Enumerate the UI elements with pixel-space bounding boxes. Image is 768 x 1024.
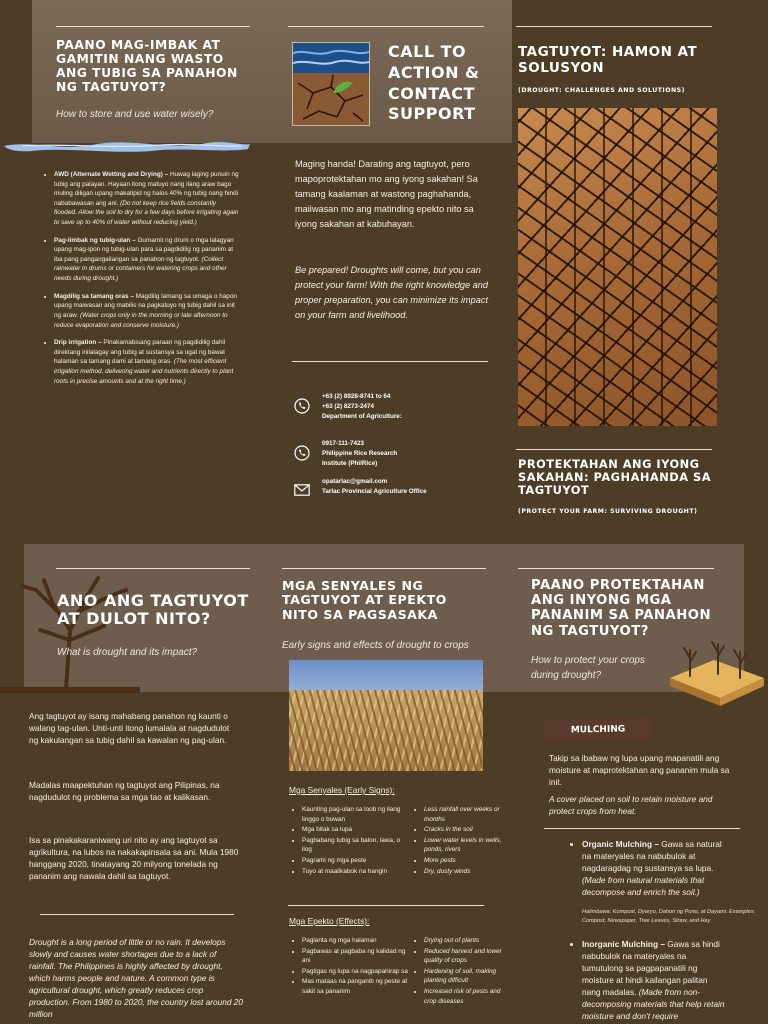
sign-item: • Tuyo at maalikabok na hangin [302, 867, 410, 877]
drought-challenge-subtitle: (DROUGHT: CHALLENGES AND SOLUTIONS) [518, 87, 685, 94]
effects-list-english [414, 936, 514, 1007]
call-to-action-english: Be prepared! Droughts will come, but you can protect your farm! With the right knowledge and proper preparation, you can minimize its impact on your farm and livelihood. [295, 265, 489, 320]
sign-item: • Mga bitak sa lupa [302, 825, 410, 835]
contact-line: Philippine Rice Research [322, 450, 398, 458]
protect-farm-subtitle: (PROTECT YOUR FARM: SURVIVING DROUGHT) [518, 508, 698, 515]
effects-list-filipino [292, 936, 410, 998]
organic-mulching-item [572, 838, 727, 898]
water-tip-text: Pinakamabisang paraan ng pagdidilig dahil direktang inilalagay ang tubig at sustansya sa ugat ng bawat halaman sa tamang dami at tamang oras. [54, 339, 226, 366]
protect-crops-title: PAANO PROTEKTAHAN ANG INYONG MGA PANANIM SA PANAHON NG TAGTUYOT? [531, 578, 712, 639]
signs-heading: Mga Senyales (Early Signs): [289, 785, 395, 795]
organic-mulching-translation: (Made from natural materials that decompose and enrich the soil.) [582, 875, 705, 898]
effect-item: • Mas mataas na panganib ng peste at sakit sa pananim [302, 977, 410, 996]
phone-icon [294, 445, 310, 466]
farm-logo [292, 42, 370, 126]
organic-mulching-text: Gawa sa natural na materyales na nabubulok at nagdaragdag ng sustansya sa lupa. [582, 839, 722, 874]
water-tip-text: Magdilig lamang sa umaga o hapon upang maiwasan ang mabilis na pagkatuyo ng tubig dahil sa init ng araw. [54, 292, 237, 319]
water-tip-translation: (Do not keep rice fields constantly flooded. Allow the soil to dry for a few days before irrigating again to save up to 40% of water without reducing yield.) [54, 199, 239, 227]
sign-item-english: • More pests [424, 856, 514, 866]
mail-icon [294, 483, 310, 501]
water-tip-label: Pag-iimbak ng tubig-ulan – [54, 236, 136, 244]
call-to-action-filipino: Maging handa! Darating ang tagtuyot, pero mapoprotektahan mo ang iyong sakahan! Sa tamang kaalaman at wastong paghahanda, maiiwasan mo ang matinding epekto nito sa iyong sakahan at kabuhayan. [295, 159, 478, 229]
protect-farm-title: PROTEKTAHAN ANG IYONG SAKAHAN: PAGHAHANDA SA TAGTUYOT [518, 457, 712, 498]
signs-list-filipino [292, 805, 410, 877]
mulching-intro: Takip sa ibabaw ng lupa upang mapanatili ang moisture at maprotektahan ang pananim mula sa init. [549, 753, 730, 788]
water-storage-subtitle: How to store and use water wisely? [56, 109, 214, 120]
protect-crops-subtitle: How to protect your crops during drought? [531, 655, 645, 681]
dry-cornfield-photo [289, 660, 483, 771]
contact-line: Department of Agriculture: [322, 413, 402, 421]
effect-item: • Pagtigas ng lupa na nagpapahirap sa [302, 967, 410, 977]
sign-item: • Pagrami ng mga peste [302, 856, 410, 866]
call-to-action-title: CALL TO ACTION & CONTACT SUPPORT [388, 42, 480, 124]
cracked-soil-photo [518, 108, 717, 426]
drought-definition-3: Isa sa pinakakaraniwang uri nito ay ang tagtuyot sa agrikultura, na lubos na nakakapinsala sa ani. Mula 1980 hanggang 2020, tinatayang 20 milyong tonelada ng pananim ang nawala dahil sa tagtuyot. [29, 835, 239, 882]
water-tip-item [54, 292, 240, 330]
sign-item-english: • Dry, dusty winds [424, 867, 514, 877]
what-is-drought-title: ANO ANG TAGTUYOT AT DULOT NITO? [57, 591, 249, 629]
drought-signs-subtitle: Early signs and effects of drought to crops [282, 640, 469, 651]
contact-item [294, 392, 402, 422]
effects-heading: Mga Epekto (Effects): [289, 916, 370, 926]
organic-mulching-label: Organic Mulching – [582, 839, 659, 849]
contact-item [294, 477, 427, 501]
effect-item-english: • Hardening of soil, making planting difficult [424, 967, 514, 986]
water-tip-text: Huwag laging punuin ng tubig ang palayan. Hayaan itong matuyo nang ilang araw bago muling diligan upang makatipid ng halos 40% ng tubig nang hindi nababawasan ang ani. [54, 171, 239, 207]
drought-signs-title: MGA SENYALES NG TAGTUYOT AT EPEKTO NITO SA PAGSASAKA [282, 578, 447, 622]
mulching-intro-english: A cover placed on soil to retain moisture and protect crops from heat. [549, 794, 713, 817]
effect-item: • Paglanta ng mga halaman [302, 936, 410, 946]
signs-list-english [414, 805, 514, 877]
water-tip-translation: (Water crops only in the morning or late afternoon to reduce evaporation and conserve moisture.) [54, 311, 228, 329]
drought-challenge-title: TAGTUYOT: HAMON AT SOLUSYON [518, 44, 698, 76]
what-is-drought-subtitle: What is drought and its impact? [57, 647, 198, 658]
water-tip-label: AWD (Alternate Wetting and Drying) – [54, 171, 169, 178]
mulching-badge-label: MULCHING [570, 724, 626, 736]
water-storage-title: PAANO MAG-IMBAK AT GAMITIN NANG WASTO ANG TUBIG SA PANAHON NG TAGTUYOT? [56, 38, 238, 95]
sign-item: • Kaunting pag-ulan sa loob ng ilang linggo o buwan [302, 805, 410, 824]
water-tip-item [54, 338, 240, 386]
dry-land-block-illustration [660, 630, 768, 710]
contact-item [294, 439, 397, 469]
inorganic-mulching-label: Inorganic Mulching – [582, 939, 665, 949]
inorganic-mulching-text: Gawa sa hindi nabubulok na materyales na tumutulong sa pagpapanatili ng moisture at hindi kailangan palitan nang madalas. [582, 939, 720, 998]
inorganic-mulching-translation: (Made from non-decomposing materials that help retain moisture and don't require [582, 987, 725, 1022]
contact-line: Tarlac Provincial Agriculture Office [322, 488, 427, 496]
effect-item-english: • Reduced harvest and lower quality of crops [424, 947, 514, 966]
water-tip-item [54, 236, 240, 284]
water-tip-label: Magdilig sa tamang oras – [54, 292, 134, 300]
phone-icon [294, 398, 310, 419]
organic-mulching-examples: Halimbawa: Kompost, Dyaryo, Dahon ng Puno, at Dayami. Examples: Compost, Newspaper, Tree Leaves, Straw, and Hay [582, 909, 756, 924]
effect-item-english: • Drying out of plants [424, 936, 514, 946]
contact-line: opatarlac@gmail.com [322, 478, 388, 485]
water-splash-decoration [2, 138, 252, 154]
contact-line: Institute (PhilRice) [322, 460, 378, 468]
inorganic-mulching-item [572, 938, 727, 1022]
effect-item: • Pagbawas at pagbaba ng kalidad ng ani [302, 947, 410, 966]
sign-item-english: • Less rainfall over weeks or months [424, 805, 514, 824]
sign-item-english: • Cracks in the soil [424, 825, 514, 835]
water-tip-item [54, 170, 240, 228]
contact-line: 0917-111-7423 [322, 440, 365, 447]
sign-item-english: • Lower water levels in wells, ponds, rivers [424, 836, 514, 855]
effect-item-english: • Increased risk of pests and crop diseases [424, 987, 514, 1006]
water-tip-text: Gumamit ng drum o mga lalagyan upang mag-ipon ng tubig-ulan para sa pagdidilig ng pananim at iba pang pangangailangan sa panahon ng tagtuyot. [54, 236, 234, 263]
contact-line: +63 (2) 8273-2474 [322, 403, 374, 411]
water-tips-list [40, 170, 240, 394]
water-tip-translation: (The most efficient irrigation method, delivering water and nutrients directly to plant roots in precise amounts and at the right time.) [54, 358, 234, 385]
drought-definition-1: Ang tagtuyot ay isang mahabang panahon ng kaunti o walang tag-ulan. Unti-unti itong lumalala at nagdudulot ng kakulangan sa tubig dahil sa kawalan ng pag-ulan. [29, 711, 230, 746]
mulching-badge [545, 718, 651, 742]
sign-item: • Pagbabang tubig sa balon, lawa, o ilog [302, 836, 410, 855]
drought-definition-english: Drought is a long period of little or no rain. It develops slowly and causes water shortages due to a lack of rainfall. The Philippines is highly affected by drought, which harms people and nature. A common type is agricultural drought, which greatly reduces crop production. From 1980 to 2020, the country lost around 20 million [29, 937, 244, 1020]
water-tip-translation: (Collect rainwater in drums or containers for watering crops and other needs during drought.) [54, 255, 227, 283]
water-tip-label: Drip irrigation – [54, 339, 102, 347]
contact-line: +63 (2) 8928-8741 to 64 [322, 393, 391, 400]
drought-definition-2: Madalas maapektuhan ng tagtuyot ang Pilipinas, na nagdudulot ng problema sa mga tao at kalikasan. [29, 780, 220, 803]
